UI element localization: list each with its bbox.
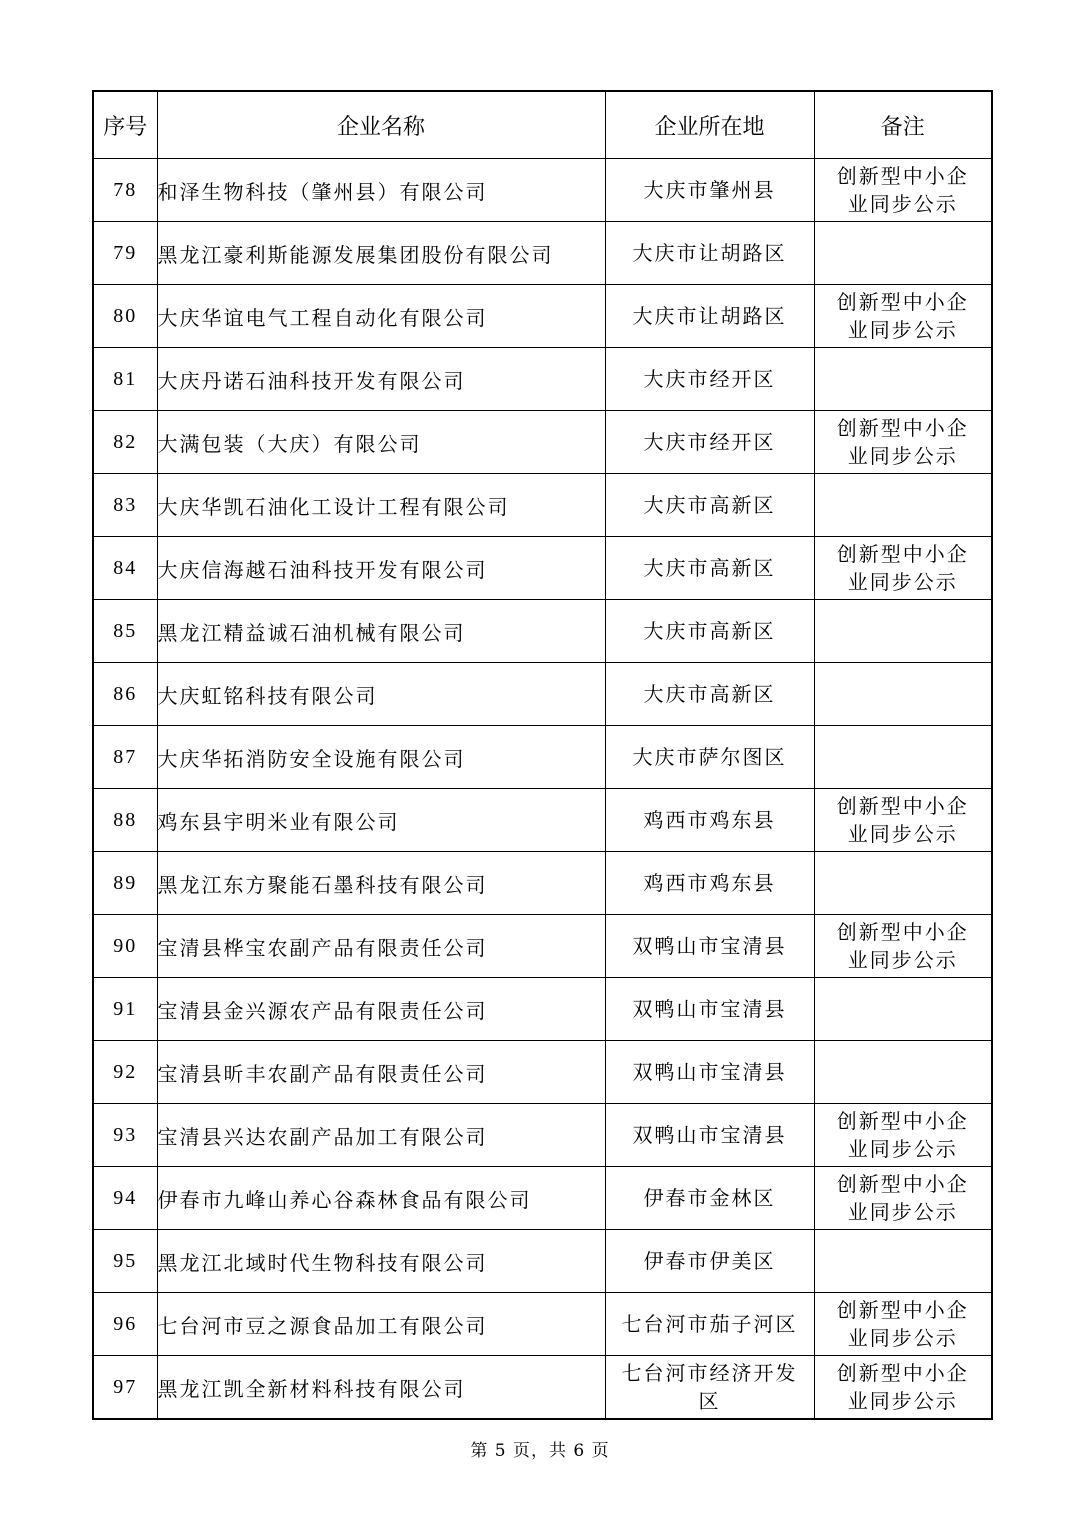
enterprise-table (92, 90, 993, 1420)
header-enterprise-location: 企业所在地 (605, 91, 814, 159)
location-cell: 大庆市高新区 (605, 663, 814, 726)
enterprise-name-cell: 黑龙江北域时代生物科技有限公司 (157, 1230, 605, 1293)
enterprise-name-cell: 黑龙江凯全新材料科技有限公司 (157, 1356, 605, 1420)
remarks-cell (814, 663, 992, 726)
header-enterprise-name: 企业名称 (157, 91, 605, 159)
remarks-cell: 创新型中小企 业同步公示 (814, 537, 992, 600)
table-row (93, 411, 992, 474)
table-row (93, 222, 992, 285)
serial-number-cell: 85 (93, 600, 157, 663)
remarks-cell: 创新型中小企 业同步公示 (814, 1293, 992, 1356)
enterprise-name-cell: 伊春市九峰山养心谷森林食品有限公司 (157, 1167, 605, 1230)
enterprise-name-cell: 黑龙江东方聚能石墨科技有限公司 (157, 852, 605, 915)
table-row (93, 537, 992, 600)
serial-number-cell: 89 (93, 852, 157, 915)
location-cell: 双鸭山市宝清县 (605, 1104, 814, 1167)
table-row (93, 978, 992, 1041)
serial-number-cell: 97 (93, 1356, 157, 1420)
remarks-cell: 创新型中小企 业同步公示 (814, 789, 992, 852)
table-row (93, 789, 992, 852)
location-cell: 大庆市萨尔图区 (605, 726, 814, 789)
remarks-cell (814, 1230, 992, 1293)
table-row (93, 159, 992, 222)
location-cell: 大庆市肇州县 (605, 159, 814, 222)
remarks-cell: 创新型中小企 业同步公示 (814, 285, 992, 348)
enterprise-name-cell: 大庆虹铭科技有限公司 (157, 663, 605, 726)
remarks-cell (814, 348, 992, 411)
enterprise-name-cell: 黑龙江豪利斯能源发展集团股份有限公司 (157, 222, 605, 285)
enterprise-name-cell: 宝清县桦宝农副产品有限责任公司 (157, 915, 605, 978)
serial-number-cell: 83 (93, 474, 157, 537)
remarks-cell (814, 978, 992, 1041)
table-row (93, 474, 992, 537)
enterprise-name-cell: 大庆信海越石油科技开发有限公司 (157, 537, 605, 600)
serial-number-cell: 81 (93, 348, 157, 411)
table-row (93, 600, 992, 663)
location-cell: 大庆市让胡路区 (605, 285, 814, 348)
serial-number-cell: 80 (93, 285, 157, 348)
location-cell: 伊春市伊美区 (605, 1230, 814, 1293)
serial-number-cell: 82 (93, 411, 157, 474)
table-row (93, 1041, 992, 1104)
remarks-cell: 创新型中小企 业同步公示 (814, 1104, 992, 1167)
table-header-row (93, 91, 992, 159)
enterprise-name-cell: 大庆丹诺石油科技开发有限公司 (157, 348, 605, 411)
enterprise-name-cell: 七台河市豆之源食品加工有限公司 (157, 1293, 605, 1356)
location-cell: 大庆市经开区 (605, 411, 814, 474)
location-cell: 双鸭山市宝清县 (605, 915, 814, 978)
location-cell: 大庆市高新区 (605, 474, 814, 537)
remarks-cell: 创新型中小企 业同步公示 (814, 1356, 992, 1420)
location-cell: 七台河市茄子河区 (605, 1293, 814, 1356)
enterprise-name-cell: 黑龙江精益诚石油机械有限公司 (157, 600, 605, 663)
page-number-footer: 第 5 页，共 6 页 (470, 1441, 610, 1461)
remarks-cell (814, 600, 992, 663)
remarks-cell: 创新型中小企 业同步公示 (814, 159, 992, 222)
serial-number-cell: 87 (93, 726, 157, 789)
remarks-cell (814, 222, 992, 285)
location-cell: 鸡西市鸡东县 (605, 789, 814, 852)
location-cell: 大庆市高新区 (605, 600, 814, 663)
enterprise-name-cell: 宝清县昕丰农副产品有限责任公司 (157, 1041, 605, 1104)
enterprise-name-cell: 宝清县兴达农副产品加工有限公司 (157, 1104, 605, 1167)
serial-number-cell: 78 (93, 159, 157, 222)
table-row (93, 285, 992, 348)
remarks-cell: 创新型中小企 业同步公示 (814, 915, 992, 978)
serial-number-cell: 84 (93, 537, 157, 600)
table-row (93, 1293, 992, 1356)
table-row (93, 348, 992, 411)
enterprise-name-cell: 大庆华谊电气工程自动化有限公司 (157, 285, 605, 348)
enterprise-name-cell: 大庆华凯石油化工设计工程有限公司 (157, 474, 605, 537)
serial-number-cell: 91 (93, 978, 157, 1041)
serial-number-cell: 92 (93, 1041, 157, 1104)
table-row (93, 1230, 992, 1293)
location-cell: 鸡西市鸡东县 (605, 852, 814, 915)
table-row (93, 852, 992, 915)
serial-number-cell: 90 (93, 915, 157, 978)
remarks-cell (814, 474, 992, 537)
remarks-cell (814, 726, 992, 789)
enterprise-name-cell: 和泽生物科技（肇州县）有限公司 (157, 159, 605, 222)
location-cell: 伊春市金林区 (605, 1167, 814, 1230)
location-cell: 大庆市高新区 (605, 537, 814, 600)
remarks-cell: 创新型中小企 业同步公示 (814, 1167, 992, 1230)
table-row (93, 1167, 992, 1230)
remarks-cell (814, 852, 992, 915)
serial-number-cell: 95 (93, 1230, 157, 1293)
location-cell: 大庆市让胡路区 (605, 222, 814, 285)
table-row (93, 726, 992, 789)
header-serial-number: 序号 (93, 91, 157, 159)
location-cell: 双鸭山市宝清县 (605, 1041, 814, 1104)
table-row (93, 1356, 992, 1420)
location-cell: 大庆市经开区 (605, 348, 814, 411)
table-row (93, 663, 992, 726)
enterprise-name-cell: 大庆华拓消防安全设施有限公司 (157, 726, 605, 789)
enterprise-name-cell: 宝清县金兴源农产品有限责任公司 (157, 978, 605, 1041)
table-row (93, 1104, 992, 1167)
serial-number-cell: 88 (93, 789, 157, 852)
table-row (93, 915, 992, 978)
remarks-cell (814, 1041, 992, 1104)
serial-number-cell: 86 (93, 663, 157, 726)
table-body (93, 159, 992, 1420)
enterprise-name-cell: 鸡东县宇明米业有限公司 (157, 789, 605, 852)
serial-number-cell: 96 (93, 1293, 157, 1356)
remarks-cell: 创新型中小企 业同步公示 (814, 411, 992, 474)
location-cell: 七台河市经济开发 区 (605, 1356, 814, 1420)
serial-number-cell: 79 (93, 222, 157, 285)
serial-number-cell: 93 (93, 1104, 157, 1167)
enterprise-name-cell: 大满包装（大庆）有限公司 (157, 411, 605, 474)
header-remarks: 备注 (814, 91, 992, 159)
location-cell: 双鸭山市宝清县 (605, 978, 814, 1041)
serial-number-cell: 94 (93, 1167, 157, 1230)
